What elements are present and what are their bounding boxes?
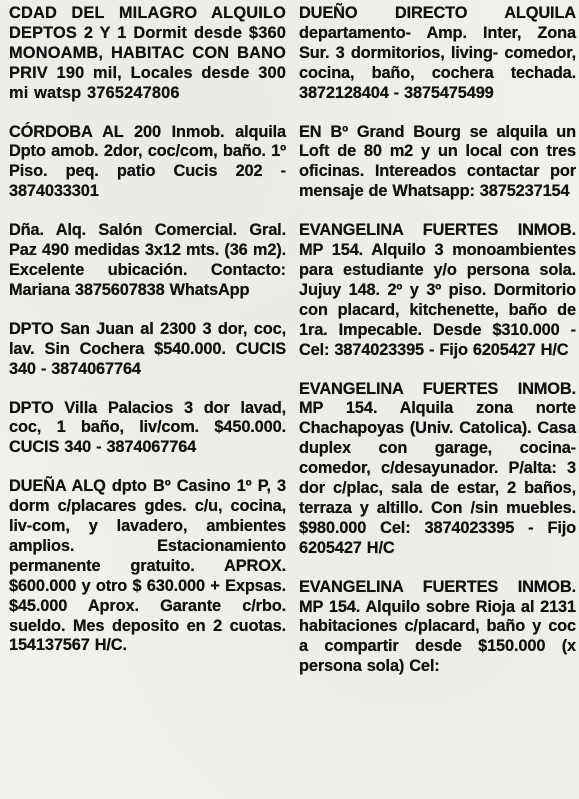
classified-ad-salon-comercial: Dña. Alq. Salón Comercial. Gral. Paz 490 medidas 3x12 mts. (36 m2). Excelente ubicación. Contacto: Mariana 3875607838 WhatsApp (9, 221, 286, 299)
classified-ad-cordoba-al-200: CÓRDOBA AL 200 Inmob. alquila Dpto amob. 2dor, coc/com, baño. 1º Piso. peq. patio Cucis 202 - 3874033301 (9, 122, 286, 201)
classified-ad-grand-bourg-loft: EN Bº Grand Bourg se alquila un Loft de 80 m2 y un local con tres oficinas. Intereados contactar por mensaje de Whatsapp: 3875237154 (299, 122, 576, 201)
classified-ad-evangelina-jujuy: EVANGELINA FUERTES INMOB. MP 154. Alquilo 3 monoambientes para estudiante y/o persona sola. Jujuy 148. 2º y 3º piso. Dormitorio con placard, kitchenette, baño de 1ra. Impecable. Desde $310.000 - Cel: 3874023395 - Fijo 6205427 H/C (299, 221, 576, 359)
classified-ad-evangelina-rioja: EVANGELINA FUERTES INMOB. MP 154. Alquilo sobre Rioja al 2131 habitaciones c/placard, baño y coc a compartir desde $150.000 (x persona sola) Cel: (299, 577, 576, 676)
classified-ad-dpto-villa-palacios: DPTO Villa Palacios 3 dor lavad, coc, 1 baño, liv/com. $450.000. CUCIS 340 - 3874067764 (9, 398, 286, 457)
classified-ad-dueno-directo: DUEÑO DIRECTO ALQUILA departamento- Amp. Inter, Zona Sur. 3 dormitorios, living- comedor, cocina, baño, cochera techada. 3872128404 - 3875475499 (299, 4, 576, 102)
classified-ad-duena-alq-casino: DUEÑA ALQ dpto Bº Casino 1º P, 3 dorm c/placares gdes. c/u, cocina, liv-com, y lavadero, ambientes amplios. Estacionamiento permanente gratuito. APROX. $600.000 y otro $ 630.000 + Expsas. $45.000 Aprox. Garante c/rbo. sueldo. Mes deposito en 2 cuotas. 154137567 H/C. (9, 477, 286, 655)
classified-ad-cdad-del-milagro: CDAD DEL MILAGRO ALQUILO DEPTOS 2 Y 1 Dormit desde $360 MONOAMB, HABITAC CON BANO PRIV 190 mil, Locales desde 300 mi watsp 3765247806 (9, 4, 286, 102)
classifieds-left-column (9, 4, 286, 675)
classified-ad-evangelina-chachapoyas: EVANGELINA FUERTES INMOB. MP 154. Alquila zona norte Chachapoyas (Univ. Catolica). Casa duplex con garage, cocina-comedor, c/desayunador. P/alta: 3 dor c/plac, sala de estar, 2 baños, terraza y altillo. Con /sin muebles. $980.000 Cel: 3874023395 - Fijo 6205427 H/C (299, 379, 576, 557)
classifieds-right-column (299, 4, 576, 696)
classified-ad-dpto-san-juan: DPTO San Juan al 2300 3 dor, coc, lav. Sin Cochera $540.000. CUCIS 340 - 3874067764 (9, 319, 286, 378)
